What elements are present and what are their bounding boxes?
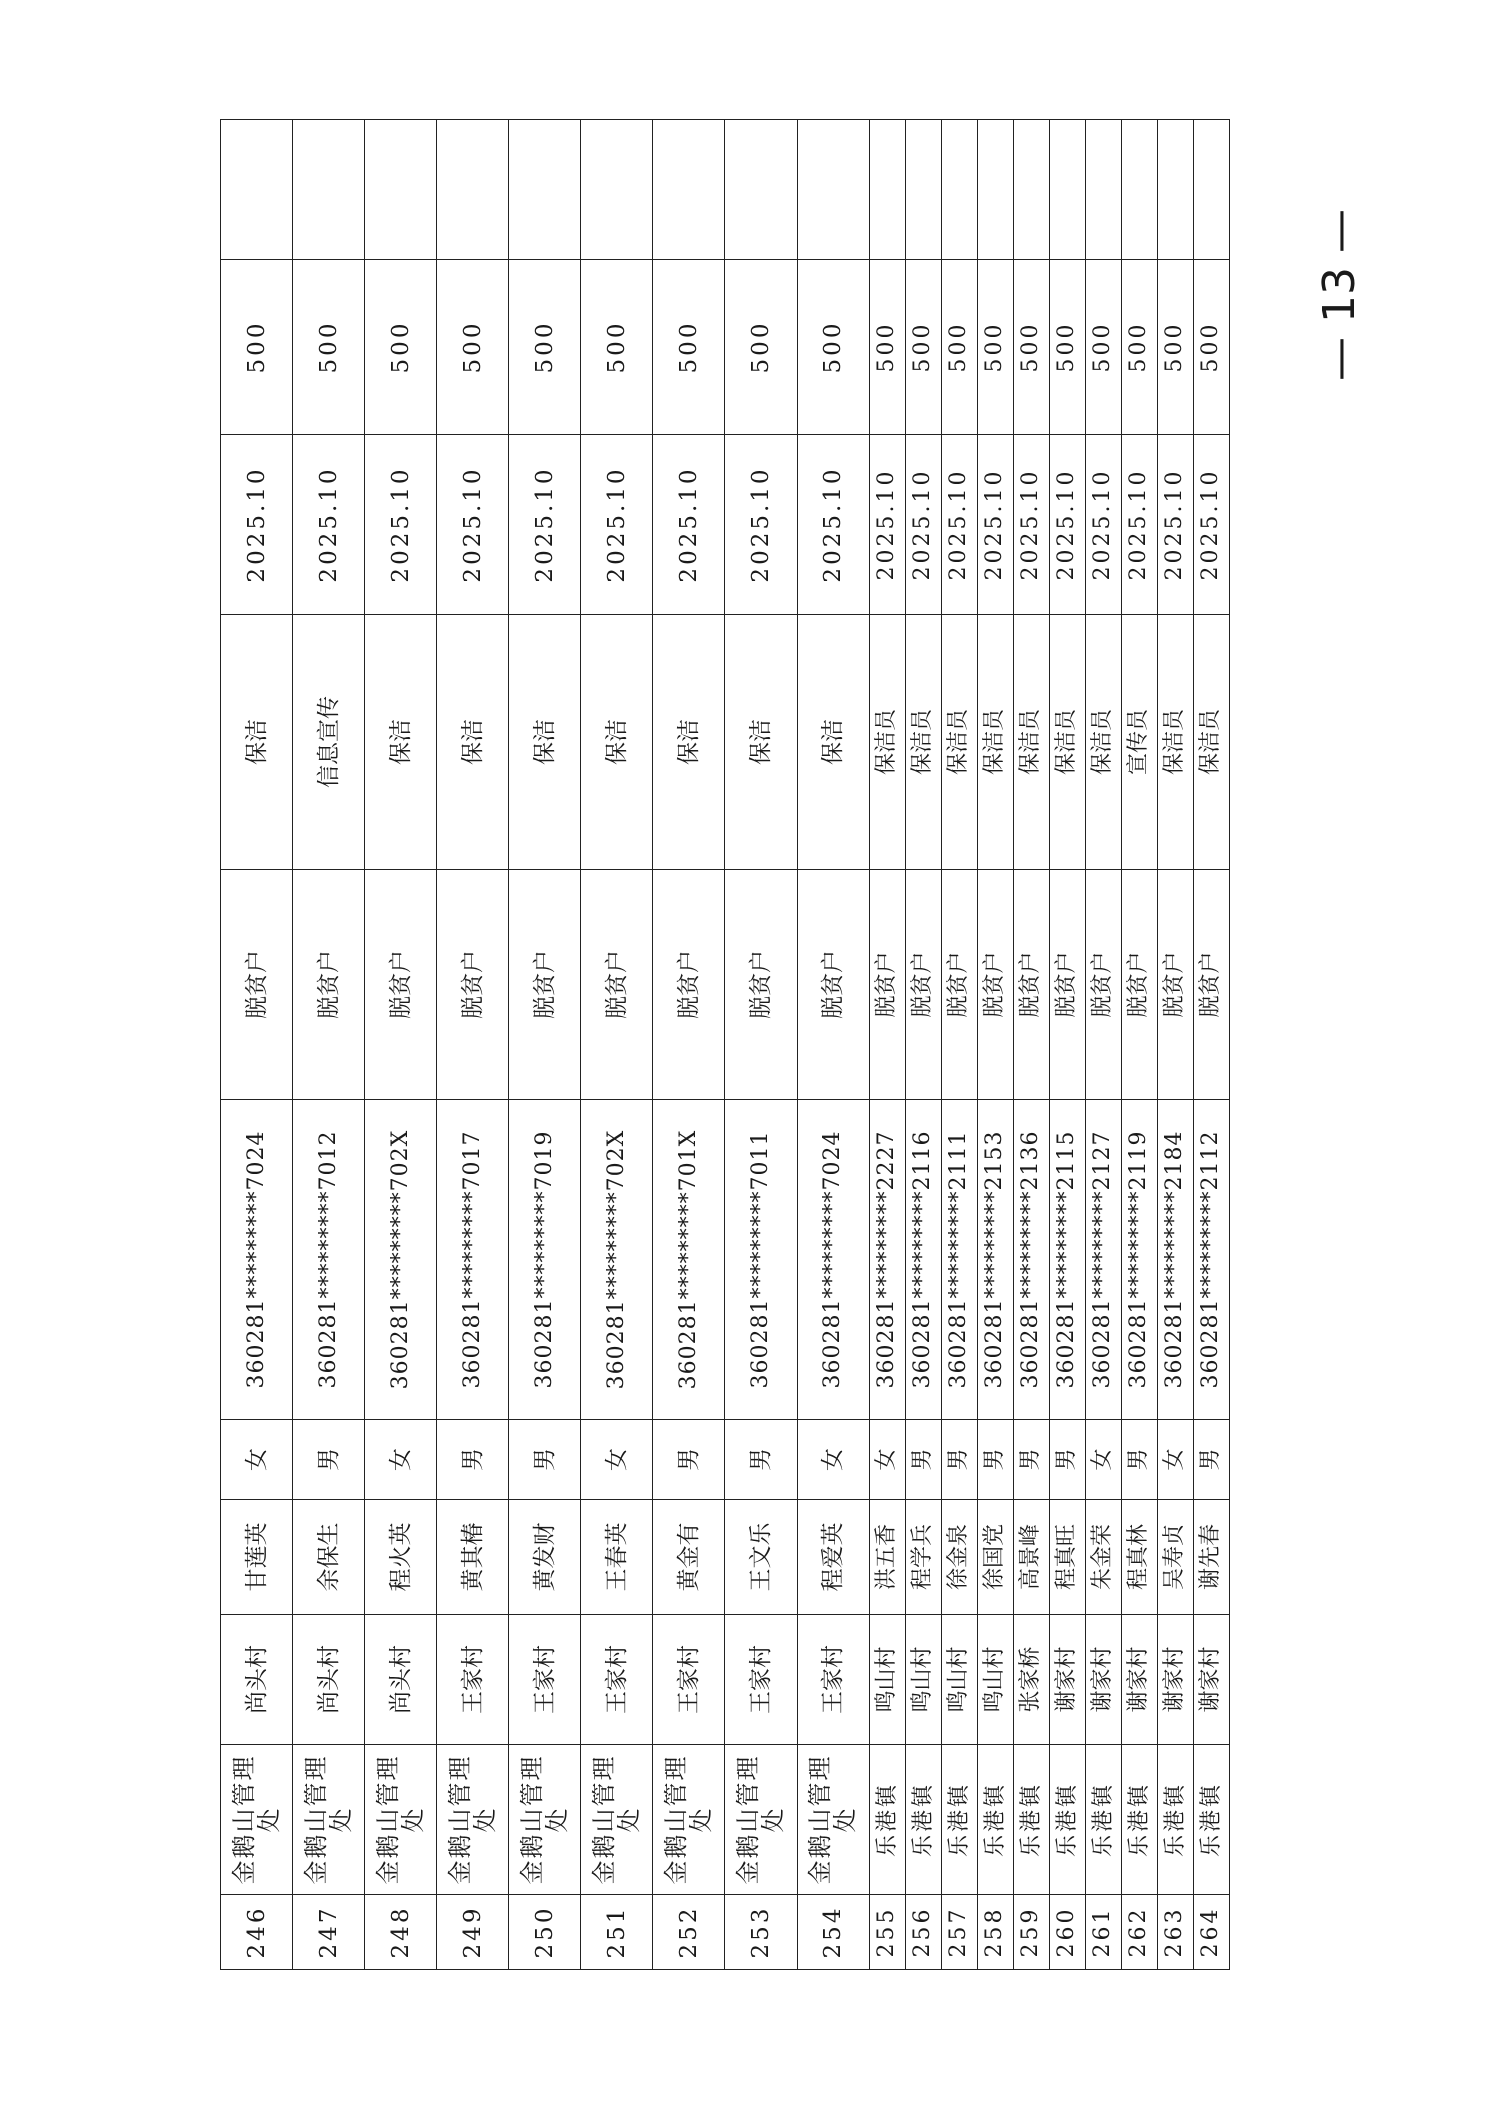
row-name: 程真林 <box>1121 1500 1157 1615</box>
row-number: 257 <box>941 1895 977 1970</box>
row-amount: 500 <box>797 260 869 435</box>
row-unit: 金鹅山管理处 <box>365 1745 437 1895</box>
row-id-number: 360281*********2112 <box>1193 1100 1229 1420</box>
table-row <box>977 120 1013 1970</box>
row-remark <box>1049 120 1085 260</box>
row-unit: 金鹅山管理处 <box>509 1745 581 1895</box>
table-row <box>905 120 941 1970</box>
row-id-number: 360281*********701X <box>653 1100 725 1420</box>
row-remark <box>293 120 365 260</box>
row-category: 脱贫户 <box>365 870 437 1100</box>
row-unit: 金鹅山管理处 <box>437 1745 509 1895</box>
table-row <box>653 120 725 1970</box>
table-row <box>869 120 905 1970</box>
row-category: 脱贫户 <box>1085 870 1121 1100</box>
row-unit: 乐港镇 <box>1085 1745 1121 1895</box>
row-id-number: 360281*********2227 <box>869 1100 905 1420</box>
row-unit: 金鹅山管理处 <box>293 1745 365 1895</box>
row-number: 258 <box>977 1895 1013 1970</box>
row-village: 王家村 <box>725 1615 797 1745</box>
row-remark <box>977 120 1013 260</box>
row-number: 247 <box>293 1895 365 1970</box>
row-gender: 男 <box>1193 1420 1229 1500</box>
row-unit: 金鹅山管理处 <box>725 1745 797 1895</box>
row-remark <box>905 120 941 260</box>
row-amount: 500 <box>1085 260 1121 435</box>
row-name: 徐金泉 <box>941 1500 977 1615</box>
row-gender: 男 <box>725 1420 797 1500</box>
row-village: 谢家村 <box>1049 1615 1085 1745</box>
table-row <box>293 120 365 1970</box>
table-row <box>1157 120 1193 1970</box>
row-amount: 500 <box>1049 260 1085 435</box>
table-row <box>1049 120 1085 1970</box>
row-post: 保洁 <box>581 615 653 870</box>
rotated-table-frame <box>220 120 1230 1970</box>
row-id-number: 360281*********7024 <box>797 1100 869 1420</box>
row-id-number: 360281*********2115 <box>1049 1100 1085 1420</box>
table-row <box>941 120 977 1970</box>
row-date: 2025.10 <box>725 435 797 615</box>
row-remark <box>1013 120 1049 260</box>
row-amount: 500 <box>293 260 365 435</box>
row-amount: 500 <box>437 260 509 435</box>
row-remark <box>941 120 977 260</box>
row-gender: 女 <box>797 1420 869 1500</box>
roster-table <box>220 119 1230 1970</box>
row-name: 程真旺 <box>1049 1500 1085 1615</box>
row-category: 脱贫户 <box>509 870 581 1100</box>
row-unit: 金鹅山管理处 <box>797 1745 869 1895</box>
row-number: 263 <box>1157 1895 1193 1970</box>
row-village: 张家桥 <box>1013 1615 1049 1745</box>
row-name: 吴寿贞 <box>1157 1500 1193 1615</box>
row-name: 徐国党 <box>977 1500 1013 1615</box>
row-village: 鸣山村 <box>941 1615 977 1745</box>
row-post: 宣传员 <box>1121 615 1157 870</box>
row-gender: 男 <box>437 1420 509 1500</box>
row-gender: 女 <box>581 1420 653 1500</box>
row-date: 2025.10 <box>509 435 581 615</box>
row-amount: 500 <box>581 260 653 435</box>
row-remark <box>725 120 797 260</box>
row-amount: 500 <box>977 260 1013 435</box>
row-amount: 500 <box>509 260 581 435</box>
row-gender: 男 <box>293 1420 365 1500</box>
row-post: 保洁员 <box>977 615 1013 870</box>
row-gender: 女 <box>1157 1420 1193 1500</box>
row-category: 脱贫户 <box>905 870 941 1100</box>
row-date: 2025.10 <box>977 435 1013 615</box>
row-id-number: 360281*********2111 <box>941 1100 977 1420</box>
row-date: 2025.10 <box>905 435 941 615</box>
page-number-box <box>1310 205 1370 385</box>
row-gender: 男 <box>1013 1420 1049 1500</box>
row-name: 程学兵 <box>905 1500 941 1615</box>
row-date: 2025.10 <box>797 435 869 615</box>
row-amount: 500 <box>1193 260 1229 435</box>
row-village: 鸣山村 <box>977 1615 1013 1745</box>
row-category: 脱贫户 <box>581 870 653 1100</box>
table-row <box>581 120 653 1970</box>
row-name: 王文乐 <box>725 1500 797 1615</box>
row-category: 脱贫户 <box>437 870 509 1100</box>
row-category: 脱贫户 <box>1049 870 1085 1100</box>
table-row <box>725 120 797 1970</box>
row-gender: 男 <box>941 1420 977 1500</box>
row-name: 黄其椿 <box>437 1500 509 1615</box>
row-village: 王家村 <box>509 1615 581 1745</box>
row-amount: 500 <box>653 260 725 435</box>
row-unit: 乐港镇 <box>905 1745 941 1895</box>
row-post: 保洁 <box>653 615 725 870</box>
row-village: 鸣山村 <box>869 1615 905 1745</box>
row-gender: 男 <box>509 1420 581 1500</box>
row-village: 尚头村 <box>221 1615 293 1745</box>
row-number: 253 <box>725 1895 797 1970</box>
row-date: 2025.10 <box>1049 435 1085 615</box>
row-category: 脱贫户 <box>1157 870 1193 1100</box>
row-post: 保洁 <box>725 615 797 870</box>
row-number: 264 <box>1193 1895 1229 1970</box>
row-unit: 乐港镇 <box>941 1745 977 1895</box>
row-gender: 女 <box>869 1420 905 1500</box>
row-amount: 500 <box>365 260 437 435</box>
row-number: 250 <box>509 1895 581 1970</box>
row-number: 259 <box>1013 1895 1049 1970</box>
row-name: 余保生 <box>293 1500 365 1615</box>
row-id-number: 360281*********7019 <box>509 1100 581 1420</box>
row-post: 保洁员 <box>1157 615 1193 870</box>
row-unit: 乐港镇 <box>1157 1745 1193 1895</box>
row-gender: 女 <box>365 1420 437 1500</box>
row-date: 2025.10 <box>1121 435 1157 615</box>
row-gender: 男 <box>653 1420 725 1500</box>
row-id-number: 360281*********2116 <box>905 1100 941 1420</box>
row-amount: 500 <box>941 260 977 435</box>
row-category: 脱贫户 <box>725 870 797 1100</box>
row-name: 甘莲英 <box>221 1500 293 1615</box>
row-name: 洪五香 <box>869 1500 905 1615</box>
row-village: 谢家村 <box>1121 1615 1157 1745</box>
row-amount: 500 <box>1157 260 1193 435</box>
row-id-number: 360281*********7012 <box>293 1100 365 1420</box>
row-gender: 男 <box>1049 1420 1085 1500</box>
row-number: 249 <box>437 1895 509 1970</box>
row-name: 黄金有 <box>653 1500 725 1615</box>
row-category: 脱贫户 <box>293 870 365 1100</box>
row-category: 脱贫户 <box>1013 870 1049 1100</box>
roster-table-body <box>221 120 1230 1970</box>
row-id-number: 360281*********702X <box>581 1100 653 1420</box>
table-row <box>221 120 293 1970</box>
row-name: 朱金荣 <box>1085 1500 1121 1615</box>
row-post: 信息宣传 <box>293 615 365 870</box>
row-remark <box>1121 120 1157 260</box>
row-village: 尚头村 <box>293 1615 365 1745</box>
row-date: 2025.10 <box>1193 435 1229 615</box>
row-post: 保洁 <box>797 615 869 870</box>
row-village: 王家村 <box>653 1615 725 1745</box>
row-village: 尚头村 <box>365 1615 437 1745</box>
row-id-number: 360281*********2184 <box>1157 1100 1193 1420</box>
table-row <box>509 120 581 1970</box>
row-post: 保洁员 <box>1085 615 1121 870</box>
row-gender: 女 <box>1085 1420 1121 1500</box>
row-amount: 500 <box>1013 260 1049 435</box>
row-gender: 男 <box>1121 1420 1157 1500</box>
row-id-number: 360281*********7017 <box>437 1100 509 1420</box>
row-amount: 500 <box>869 260 905 435</box>
row-gender: 男 <box>977 1420 1013 1500</box>
row-number: 261 <box>1085 1895 1121 1970</box>
table-row <box>437 120 509 1970</box>
row-amount: 500 <box>1121 260 1157 435</box>
row-post: 保洁员 <box>869 615 905 870</box>
row-name: 谢先春 <box>1193 1500 1229 1615</box>
row-remark <box>797 120 869 260</box>
table-row <box>1085 120 1121 1970</box>
row-village: 鸣山村 <box>905 1615 941 1745</box>
row-remark <box>221 120 293 260</box>
row-village: 王家村 <box>797 1615 869 1745</box>
row-number: 252 <box>653 1895 725 1970</box>
row-remark <box>1193 120 1229 260</box>
row-category: 脱贫户 <box>1121 870 1157 1100</box>
row-post: 保洁员 <box>1193 615 1229 870</box>
row-remark <box>653 120 725 260</box>
row-id-number: 360281*********2127 <box>1085 1100 1121 1420</box>
row-id-number: 360281*********2136 <box>1013 1100 1049 1420</box>
table-row <box>797 120 869 1970</box>
row-name: 高景峰 <box>1013 1500 1049 1615</box>
row-id-number: 360281*********702X <box>365 1100 437 1420</box>
row-post: 保洁 <box>437 615 509 870</box>
row-village: 王家村 <box>581 1615 653 1745</box>
row-remark <box>437 120 509 260</box>
row-date: 2025.10 <box>653 435 725 615</box>
row-unit: 金鹅山管理处 <box>581 1745 653 1895</box>
row-number: 260 <box>1049 1895 1085 1970</box>
row-unit: 乐港镇 <box>1013 1745 1049 1895</box>
row-remark <box>581 120 653 260</box>
row-date: 2025.10 <box>869 435 905 615</box>
row-number: 248 <box>365 1895 437 1970</box>
row-date: 2025.10 <box>293 435 365 615</box>
row-date: 2025.10 <box>1013 435 1049 615</box>
row-post: 保洁员 <box>941 615 977 870</box>
table-row <box>365 120 437 1970</box>
row-id-number: 360281*********7024 <box>221 1100 293 1420</box>
row-category: 脱贫户 <box>653 870 725 1100</box>
row-unit: 乐港镇 <box>977 1745 1013 1895</box>
row-name: 王春英 <box>581 1500 653 1615</box>
row-village: 谢家村 <box>1085 1615 1121 1745</box>
row-post: 保洁 <box>509 615 581 870</box>
row-id-number: 360281*********7011 <box>725 1100 797 1420</box>
row-gender: 男 <box>905 1420 941 1500</box>
row-number: 256 <box>905 1895 941 1970</box>
row-post: 保洁 <box>221 615 293 870</box>
row-post: 保洁员 <box>1013 615 1049 870</box>
row-category: 脱贫户 <box>221 870 293 1100</box>
row-remark <box>869 120 905 260</box>
row-post: 保洁员 <box>1049 615 1085 870</box>
row-unit: 乐港镇 <box>869 1745 905 1895</box>
row-number: 262 <box>1121 1895 1157 1970</box>
row-village: 王家村 <box>437 1615 509 1745</box>
row-remark <box>509 120 581 260</box>
row-unit: 金鹅山管理处 <box>653 1745 725 1895</box>
table-row <box>1013 120 1049 1970</box>
row-category: 脱贫户 <box>941 870 977 1100</box>
row-remark <box>1157 120 1193 260</box>
row-unit: 金鹅山管理处 <box>221 1745 293 1895</box>
page-number: — 13 — <box>1314 209 1365 381</box>
row-number: 246 <box>221 1895 293 1970</box>
row-date: 2025.10 <box>1157 435 1193 615</box>
row-name: 黄发财 <box>509 1500 581 1615</box>
row-remark <box>1085 120 1121 260</box>
table-row <box>1121 120 1157 1970</box>
row-village: 谢家村 <box>1157 1615 1193 1745</box>
row-number: 255 <box>869 1895 905 1970</box>
row-unit: 乐港镇 <box>1121 1745 1157 1895</box>
row-date: 2025.10 <box>581 435 653 615</box>
row-gender: 女 <box>221 1420 293 1500</box>
row-category: 脱贫户 <box>1193 870 1229 1100</box>
row-category: 脱贫户 <box>977 870 1013 1100</box>
row-amount: 500 <box>905 260 941 435</box>
row-category: 脱贫户 <box>797 870 869 1100</box>
row-number: 251 <box>581 1895 653 1970</box>
row-unit: 乐港镇 <box>1049 1745 1085 1895</box>
row-category: 脱贫户 <box>869 870 905 1100</box>
row-date: 2025.10 <box>221 435 293 615</box>
row-village: 谢家村 <box>1193 1615 1229 1745</box>
table-row <box>1193 120 1229 1970</box>
row-amount: 500 <box>221 260 293 435</box>
row-date: 2025.10 <box>365 435 437 615</box>
row-id-number: 360281*********2153 <box>977 1100 1013 1420</box>
row-name: 程火英 <box>365 1500 437 1615</box>
row-unit: 乐港镇 <box>1193 1745 1229 1895</box>
row-id-number: 360281*********2119 <box>1121 1100 1157 1420</box>
row-name: 程爱英 <box>797 1500 869 1615</box>
row-number: 254 <box>797 1895 869 1970</box>
row-remark <box>365 120 437 260</box>
row-post: 保洁员 <box>905 615 941 870</box>
row-date: 2025.10 <box>437 435 509 615</box>
row-post: 保洁 <box>365 615 437 870</box>
row-amount: 500 <box>725 260 797 435</box>
row-date: 2025.10 <box>1085 435 1121 615</box>
row-date: 2025.10 <box>941 435 977 615</box>
